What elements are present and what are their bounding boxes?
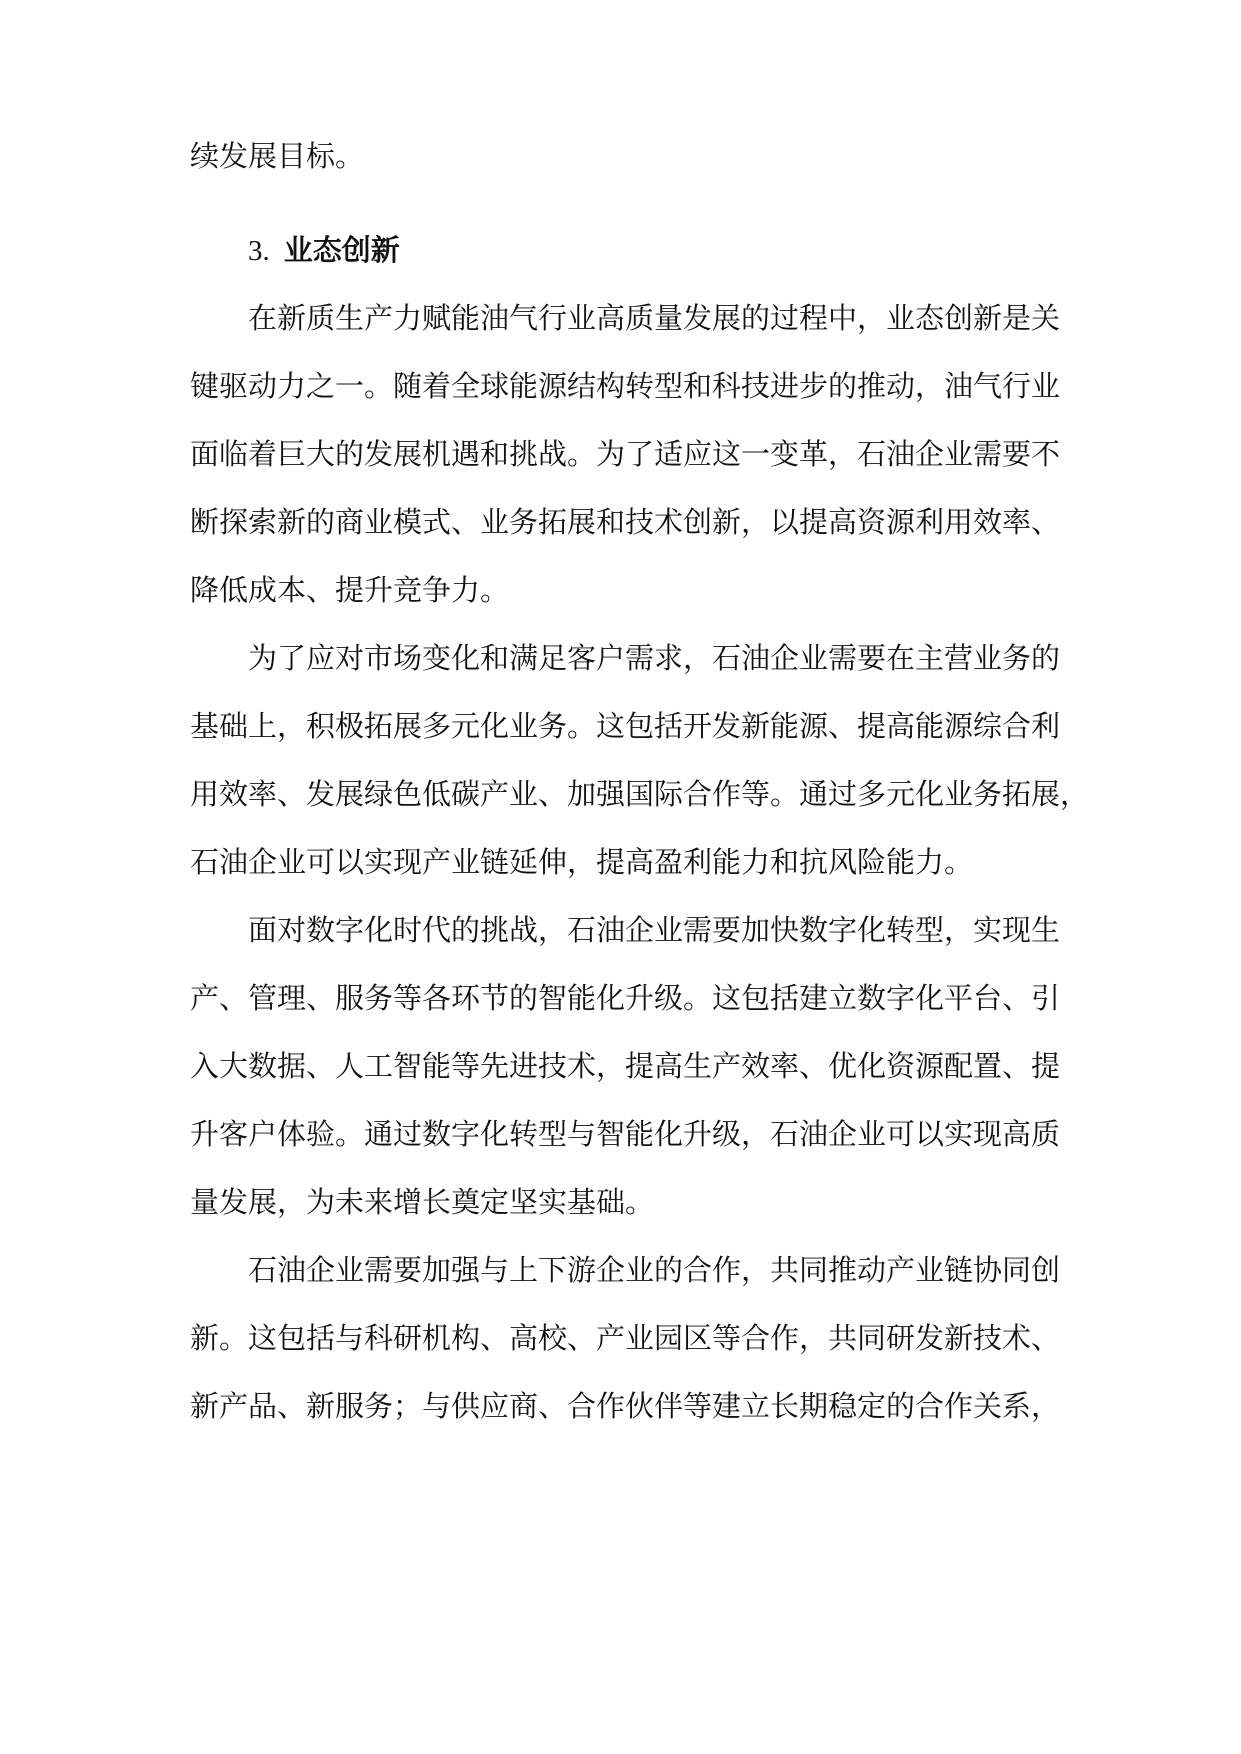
paragraph-line: 升客户体验。通过数字化转型与智能化升级，石油企业可以实现高质 bbox=[190, 1117, 1061, 1151]
paragraph-line: 用效率、发展绿色低碳产业、加强国际合作等。通过多元化业务拓展， bbox=[190, 777, 1090, 811]
paragraph-line: 新。这包括与科研机构、高校、产业园区等合作，共同研发新技术、 bbox=[190, 1321, 1061, 1355]
paragraph-line: 量发展，为未来增长奠定坚实基础。 bbox=[190, 1185, 655, 1219]
paragraph-line: 降低成本、提升竞争力。 bbox=[190, 573, 510, 607]
paragraph-line: 石油企业可以实现产业链延伸，提高盈利能力和抗风险能力。 bbox=[190, 845, 974, 879]
section-number: 3. bbox=[248, 235, 270, 267]
paragraph-line: 产、管理、服务等各环节的智能化升级。这包括建立数字化平台、引 bbox=[190, 981, 1061, 1015]
paragraph-line: 为了应对市场变化和满足客户需求，石油企业需要在主营业务的 bbox=[248, 641, 1061, 675]
paragraph-line: 入大数据、人工智能等先进技术，提高生产效率、优化资源配置、提 bbox=[190, 1049, 1061, 1083]
paragraph-line: 断探索新的商业模式、业务拓展和技术创新，以提高资源利用效率、 bbox=[190, 505, 1061, 539]
paragraph-line: 面临着巨大的发展机遇和挑战。为了适应这一变革，石油企业需要不 bbox=[190, 437, 1061, 471]
paragraph-line: 在新质生产力赋能油气行业高质量发展的过程中，业态创新是关 bbox=[248, 301, 1061, 335]
paragraph-line: 基础上，积极拓展多元化业务。这包括开发新能源、提高能源综合利 bbox=[190, 709, 1061, 743]
paragraph-line: 键驱动力之一。随着全球能源结构转型和科技进步的推动，油气行业 bbox=[190, 369, 1061, 403]
section-heading bbox=[248, 230, 400, 271]
paragraph-line: 续发展目标。 bbox=[190, 139, 365, 173]
paragraph-line: 新产品、新服务；与供应商、合作伙伴等建立长期稳定的合作关系， bbox=[190, 1389, 1061, 1423]
paragraph-line: 石油企业需要加强与上下游企业的合作，共同推动产业链协同创 bbox=[248, 1253, 1061, 1287]
paragraph-line: 面对数字化时代的挑战，石油企业需要加快数字化转型，实现生 bbox=[248, 913, 1061, 947]
section-title: 业态创新 bbox=[283, 233, 400, 267]
